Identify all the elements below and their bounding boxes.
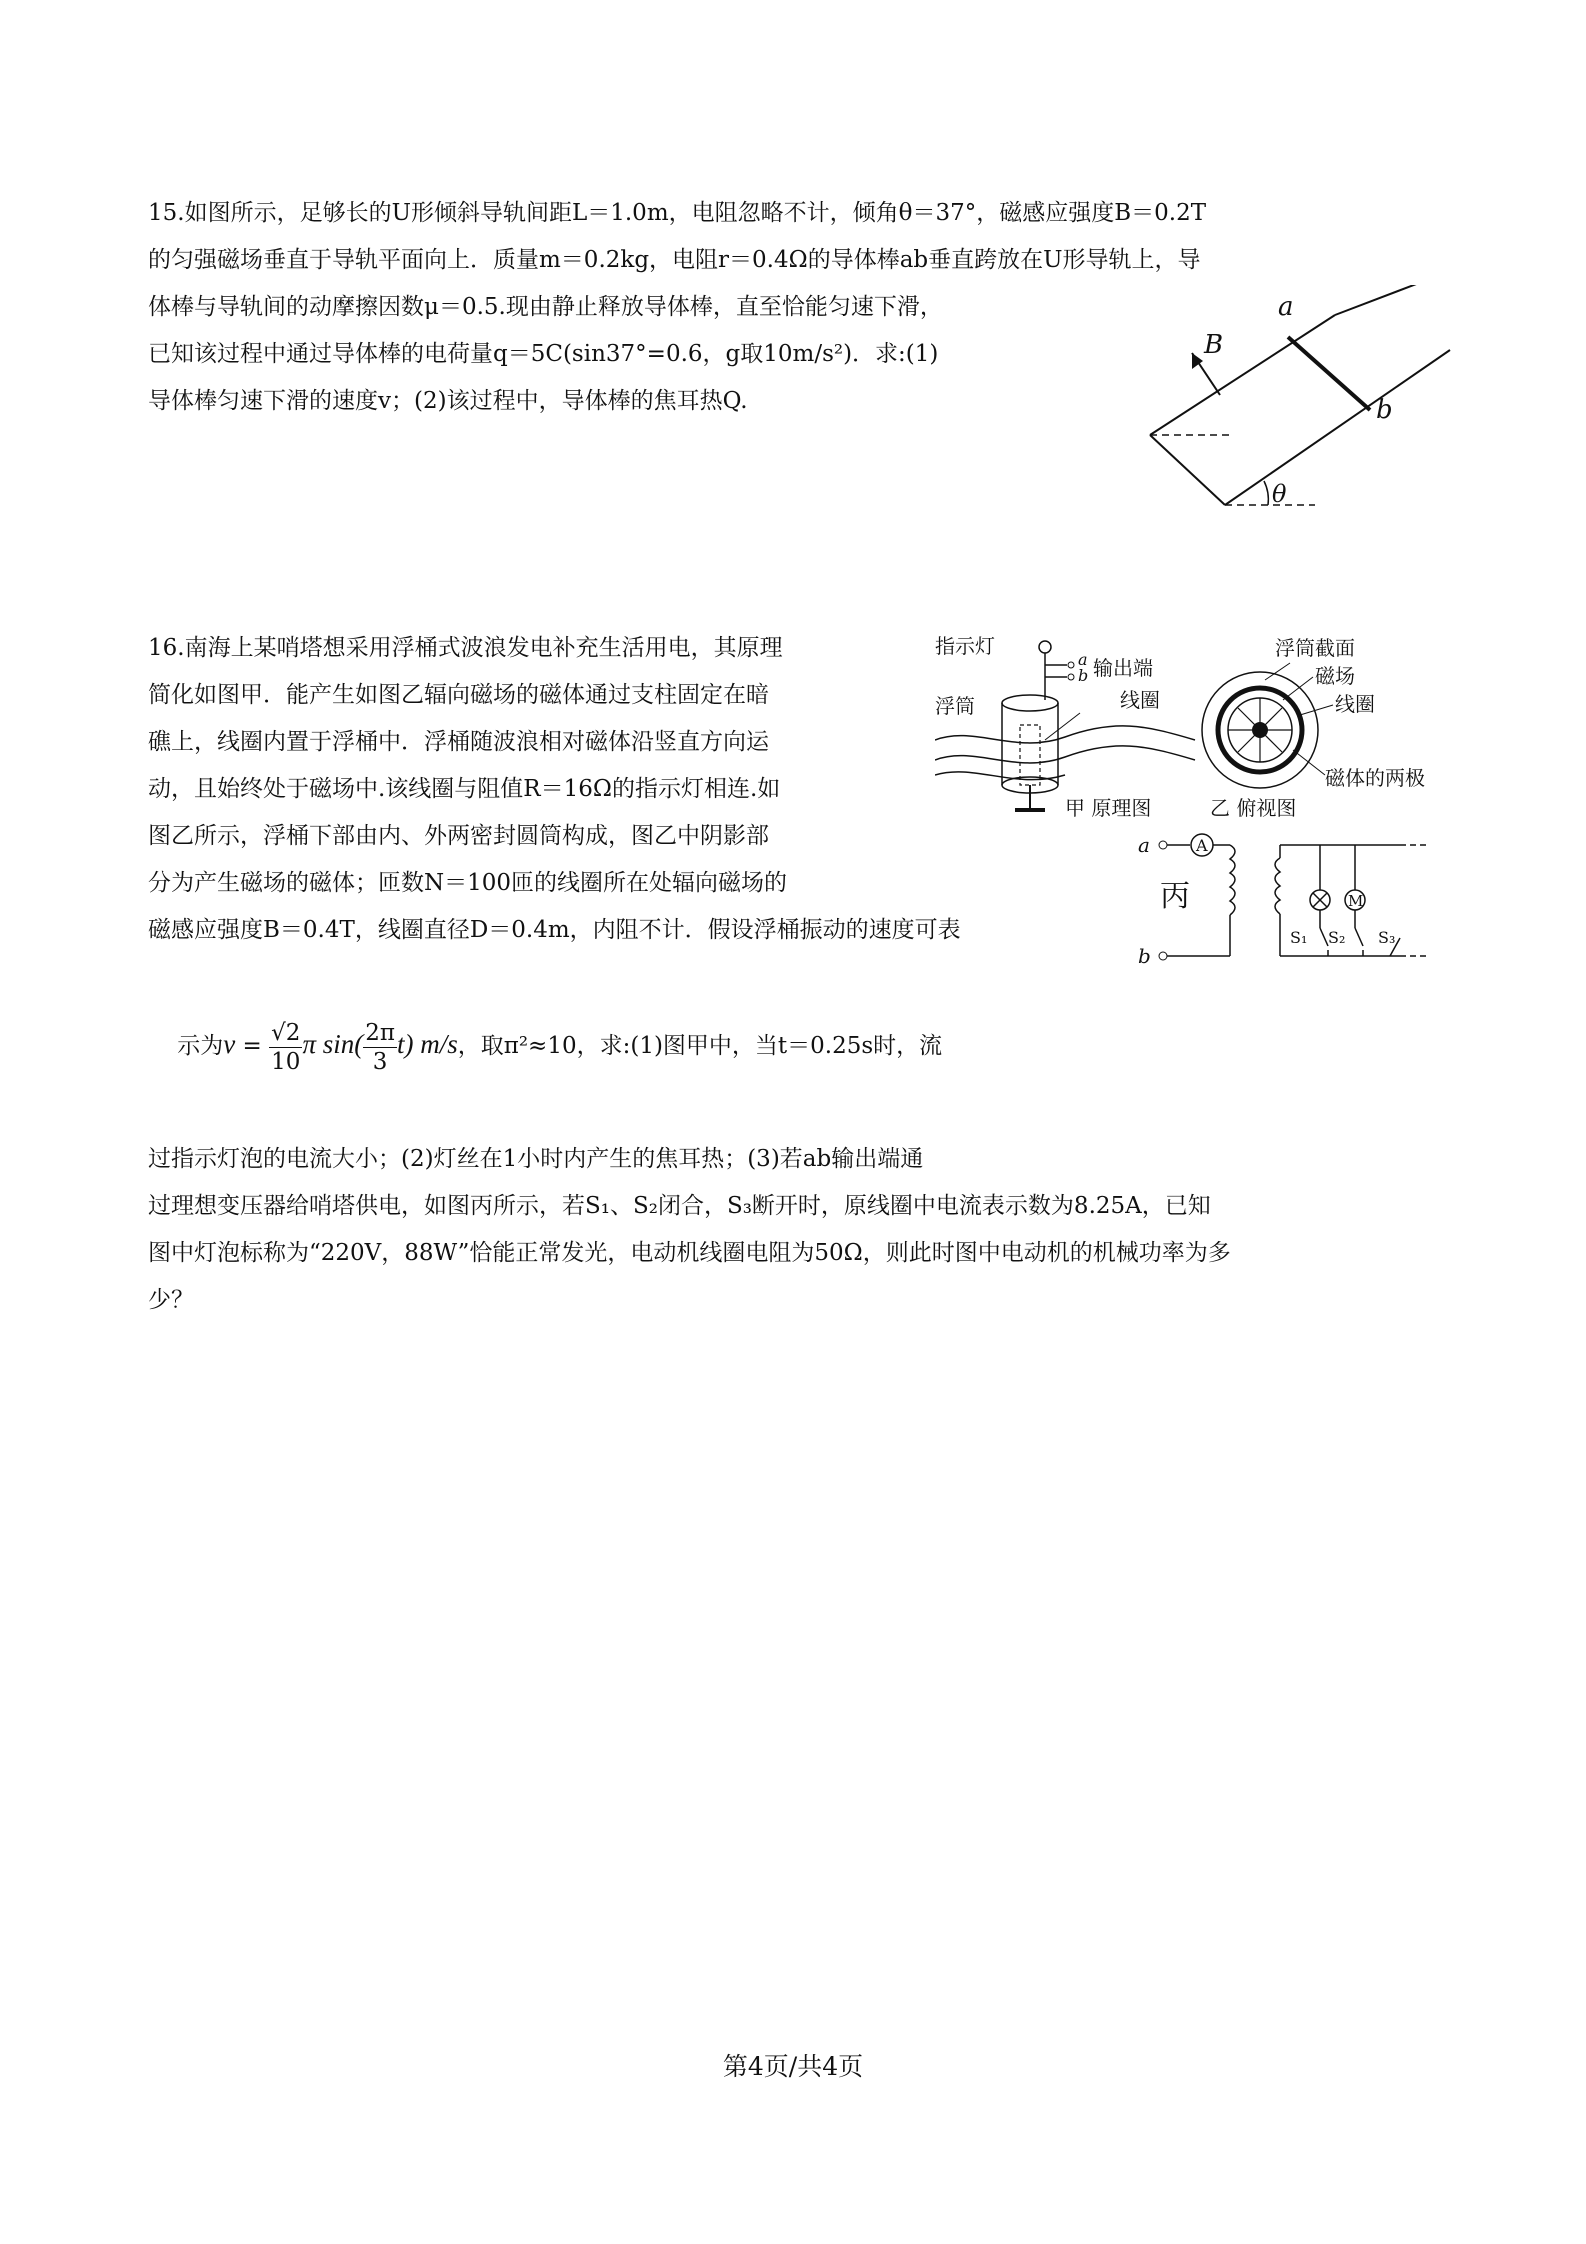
q16-line-10: 图中灯泡标称为“220V，88W”恰能正常发光，电动机线圈电阻为50Ω，则此时图中电动机的机械功率为多 (148, 1240, 1231, 1266)
svg-text:甲 原理图: 甲 原理图 (1065, 796, 1152, 820)
q16-line-7: 磁感应强度B＝0.4T，线圈直径D＝0.4m，内阻不计．假设浮桶振动的速度可表 (148, 917, 961, 943)
q16-figure-jia (935, 625, 1205, 825)
svg-text:S₃: S₃ (1378, 928, 1396, 947)
label-B: B (1204, 330, 1224, 360)
q15-line-3: 体棒与导轨间的动摩擦因数μ＝0.5.现由静止释放导体棒，直至恰能匀速下滑， (148, 294, 943, 320)
svg-text:浮筒: 浮筒 (935, 694, 975, 718)
q16-equation-line: 示为v = $\frac{√2}{10}$ π sin( $\frac{2\pi}{3}$ t) m/s，取π²≈10，求:(1)图甲中，当t＝0.25s时，流 (177, 1019, 943, 1075)
q16-line-1: 16.南海上某哨塔想采用浮桶式波浪发电补充生活用电，其原理 (148, 635, 783, 661)
svg-text:b: b (1078, 666, 1089, 685)
q15-incline-figure (1140, 285, 1460, 510)
label-a: a (1278, 292, 1294, 322)
svg-text:b: b (1138, 944, 1151, 968)
q16-line-4: 动，且始终处于磁场中.该线圈与阻值R＝16Ω的指示灯相连.如 (148, 776, 781, 802)
q15-line-2: 的匀强磁场垂直于导轨平面向上．质量m＝0.2kg，电阻r＝0.4Ω的导体棒ab垂直跨放在U形导轨上，导 (148, 247, 1201, 273)
q16-line-5: 图乙所示，浮桶下部由内、外两密封圆筒构成，图乙中阴影部 (148, 823, 769, 849)
q16-line-6: 分为产生磁场的磁体；匝数N＝100匝的线圈所在处辐向磁场的 (148, 870, 788, 896)
q15-line-5: 导体棒匀速下滑的速度v；(2)该过程中，导体棒的焦耳热Q. (148, 388, 748, 414)
q16-line-8: 过指示灯泡的电流大小；(2)灯丝在1小时内产生的焦耳热；(3)若ab输出端通 (148, 1146, 924, 1172)
svg-text:磁体的两极: 磁体的两极 (1325, 766, 1425, 790)
svg-text:线圈: 线圈 (1120, 688, 1160, 712)
label-b: b (1376, 395, 1393, 425)
svg-text:S₁: S₁ (1290, 928, 1308, 947)
svg-text:输出端: 输出端 (1093, 656, 1153, 680)
label-theta: θ (1272, 480, 1287, 508)
fraction-2pi-over-3: $\frac{2\pi}{3}$ (365, 1019, 395, 1075)
q16-line-2: 简化如图甲．能产生如图乙辐向磁场的磁体通过支柱固定在暗 (148, 682, 769, 708)
q16-figure-bing (1130, 828, 1430, 973)
q16-line-3: 礁上，线圈内置于浮桶中．浮桶随波浪相对磁体沿竖直方向运 (148, 729, 769, 755)
svg-text:a: a (1078, 650, 1088, 669)
svg-text:线圈: 线圈 (1335, 692, 1375, 716)
svg-text:丙: 丙 (1160, 879, 1190, 914)
svg-text:a: a (1138, 833, 1150, 857)
svg-text:S₂: S₂ (1328, 928, 1346, 947)
q16-line-11: 少？ (148, 1287, 194, 1313)
q15-line-1: 15.如图所示，足够长的U形倾斜导轨间距L＝1.0m，电阻忽略不计，倾角θ＝37°，磁感应强度B＝0.2T (148, 200, 1207, 226)
svg-text:M: M (1348, 892, 1364, 910)
q16-line-9: 过理想变压器给哨塔供电，如图丙所示，若S₁、S₂闭合，S₃断开时，原线圈中电流表示数为8.25A，已知 (148, 1193, 1211, 1219)
svg-text:磁场: 磁场 (1315, 664, 1355, 688)
page-footer: 第4页/共4页 (722, 2052, 864, 2081)
conductor-rod-ab (1288, 337, 1370, 410)
svg-text:乙 俯视图: 乙 俯视图 (1210, 796, 1297, 820)
q15-line-4: 已知该过程中通过导体棒的电荷量q＝5C(sin37°=0.6，g取10m/s²)．求:(1) (148, 341, 939, 367)
q16-figure-yi (1195, 625, 1445, 825)
svg-text:浮筒截面: 浮筒截面 (1275, 636, 1355, 660)
fraction-sqrt2-over-10: $\frac{√2}{10}$ (271, 1019, 301, 1075)
svg-text:指示灯: 指示灯 (935, 634, 995, 658)
svg-text:A: A (1196, 836, 1208, 855)
